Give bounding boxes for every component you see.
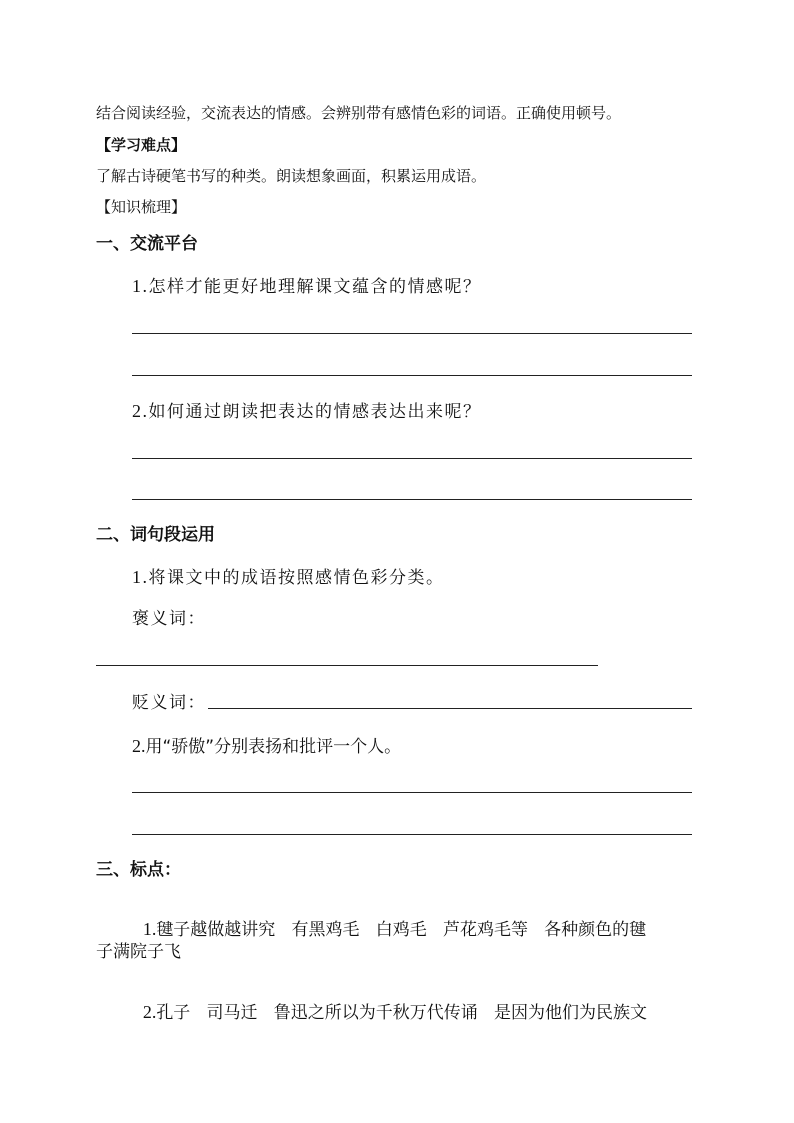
answer-line[interactable]	[132, 458, 692, 459]
difficulty-text: 了解古诗硬笔书写的种类。朗读想象画面，积累运用成语。	[96, 167, 487, 185]
question-number: 2.	[132, 736, 146, 756]
knowledge-heading: 【知识梳理】	[96, 198, 187, 216]
question-text: 将课文中的成语按照感情色彩分类。	[148, 568, 445, 588]
question-text: 用“骄傲”分别表扬和批评一个人。	[145, 737, 402, 757]
question-number: 2.	[132, 401, 149, 421]
objectives-text: 结合阅读经验，交流表达的情感。会辨别带有感情色彩的词语。正确使用顿号。	[96, 104, 622, 122]
positive-words-label: 褒义词：	[132, 609, 206, 629]
question-2-2	[132, 732, 401, 757]
question-1-1	[132, 272, 482, 297]
answer-line[interactable]	[132, 499, 692, 500]
answer-line[interactable]	[132, 792, 692, 793]
question-3-1	[132, 895, 646, 940]
answer-line[interactable]	[132, 375, 692, 376]
section-title-exchange: 一、交流平台	[96, 234, 198, 254]
negative-words-label: 贬义词：	[132, 693, 206, 713]
question-number: 1.	[132, 276, 149, 296]
section-title-words: 二、词句段运用	[96, 525, 215, 545]
section-title-punctuation: 三、标点：	[96, 860, 181, 880]
question-number: 2.	[142, 1002, 157, 1022]
question-number: 1.	[142, 919, 157, 939]
question-3-1-continued: 子满院子飞	[96, 942, 181, 962]
question-3-2	[132, 978, 647, 1023]
answer-line[interactable]	[132, 333, 692, 334]
question-text: 孔子 司马迁 鲁迅之所以为千秋万代传诵 是因为他们为民族文	[156, 1003, 647, 1023]
question-number: 1.	[132, 567, 149, 587]
difficulty-heading: 【学习难点】	[96, 136, 187, 154]
answer-line[interactable]	[132, 834, 692, 835]
positive-answer-line[interactable]	[96, 665, 598, 666]
negative-answer-line[interactable]	[208, 708, 692, 709]
question-text: 怎样才能更好地理解课文蕴含的情感呢？	[148, 277, 482, 297]
question-text: 毽子越做越讲究 有黑鸡毛 白鸡毛 芦花鸡毛等 各种颜色的毽	[156, 920, 647, 940]
question-text: 如何通过朗读把表达的情感表达出来呢？	[148, 402, 482, 422]
question-1-2	[132, 397, 482, 422]
question-2-1	[132, 563, 445, 588]
